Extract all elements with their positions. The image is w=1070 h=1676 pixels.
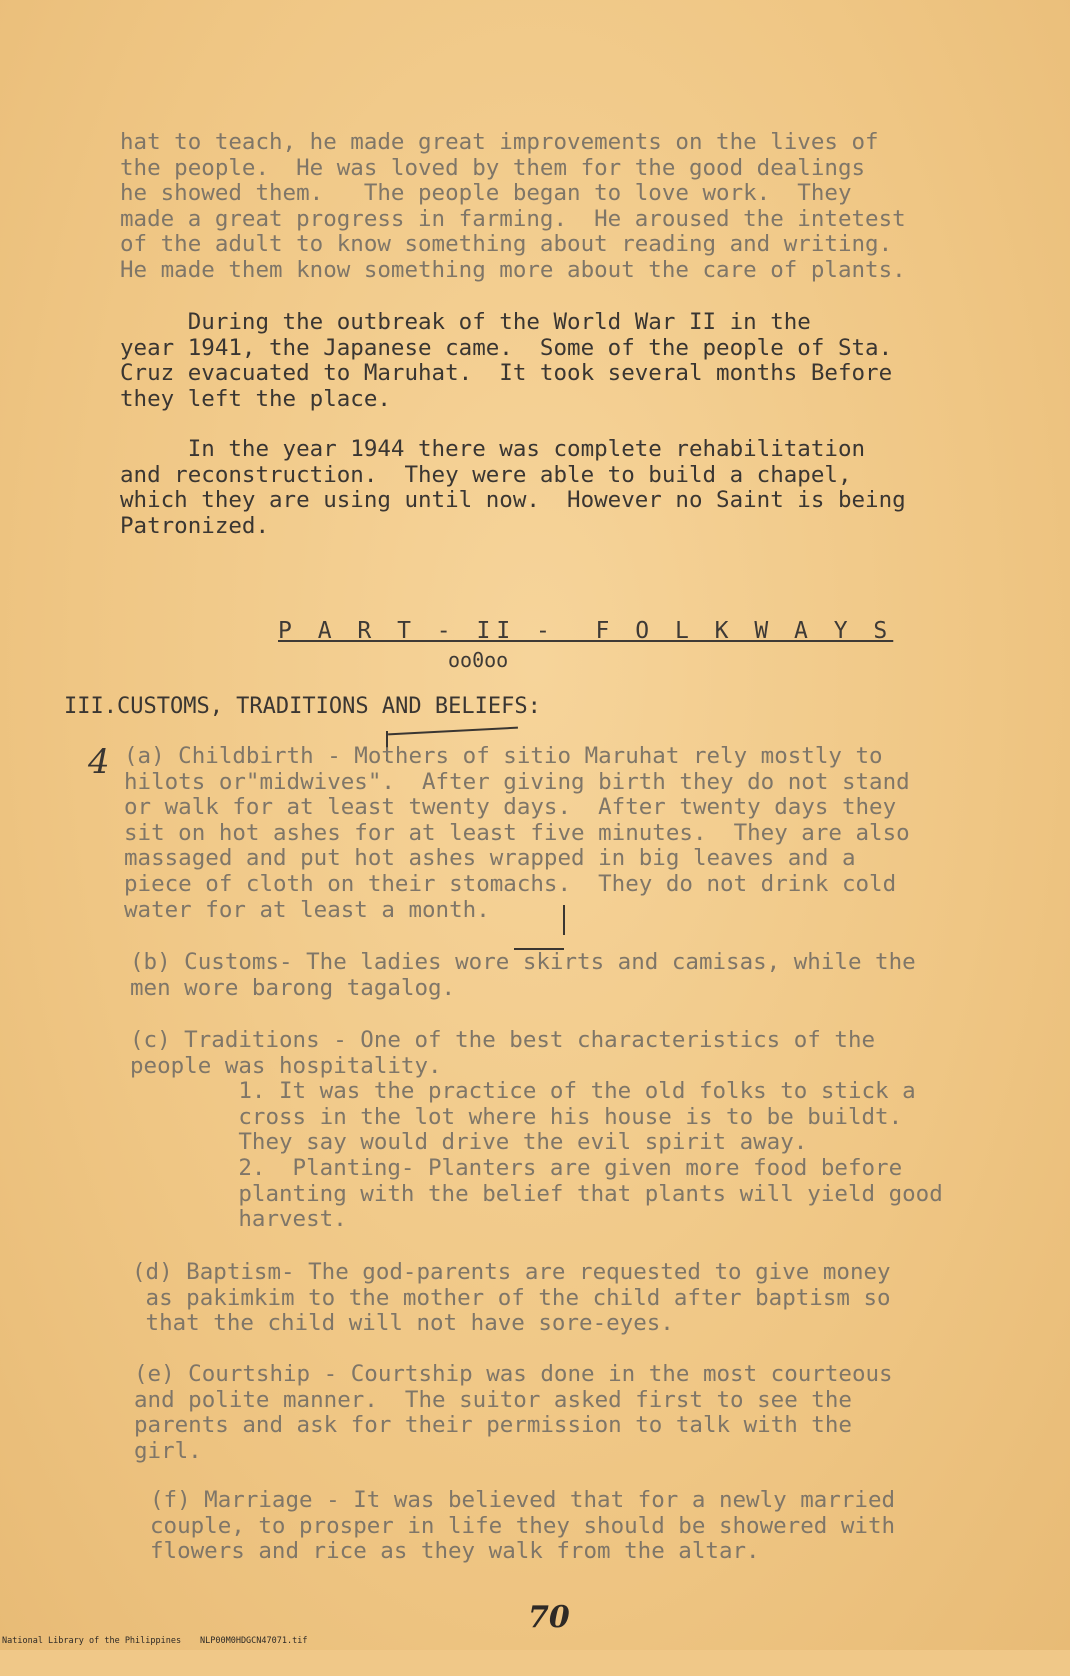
- scan-footer: [0, 1636, 1070, 1676]
- item-traditions: (c) Traditions - One of the best characteristics of the people was hospitality. 1. It was the practice of the old folks to stick a cross in the lot where his house is to be buildt. They say would drive the evil spirit away. 2. Planting- Planters are given more food before planting with the belief that plants will yield good harvest.: [130, 1027, 943, 1233]
- footer-library: National Library of the Philippines: [2, 1636, 182, 1646]
- footer-file-id: NLP00M0HDGCN47071.tif: [200, 1636, 308, 1646]
- heading-ornament: oo0oo: [448, 648, 509, 672]
- item-childbirth: (a) Childbirth - Mothers of sitio Maruhat rely mostly to hilots or"midwives". After giving birth they do not stand or walk for at least twenty days. After twenty days they sit on hot ashes for at least five minutes. They are also massaged and put hot ashes wrapped in big leaves and a piece of cloth on their stomachs. They do not drink cold water for at least a month.: [124, 743, 910, 923]
- paragraph-intro: hat to teach, he made great improvements on the lives of the people. He was loved by them for the good dealings he showed them. The people began to love work. They made a great progress in farming. He aroused the intetest of the adult to know something about reading and writing. He made them know something more about the care of plants.: [120, 129, 906, 283]
- paragraph-rehabilitation: In the year 1944 there was complete rehabilitation and reconstruction. They were able to build a chapel, which they are using until now. However no Saint is being Patronized.: [120, 436, 906, 539]
- bracket-top-line: [388, 727, 518, 736]
- part-heading: P A R T - II - F O L K W A Y S: [278, 618, 894, 644]
- item-baptism: (d) Baptism- The god-parents are requested to give money as pakimkim to the mother of the child after baptism so that the child will not have sore-eyes.: [132, 1259, 891, 1337]
- page-number: 70: [528, 1600, 570, 1635]
- item-customs: (b) Customs- The ladies wore skirts and camisas, while the men wore barong tagalog.: [130, 949, 916, 1001]
- section-title: III.CUSTOMS, TRADITIONS AND BELIEFS:: [64, 694, 541, 719]
- item-courtship: (e) Courtship - Courtship was done in the most courteous and polite manner. The suitor asked first to see the parents and ask for their permission to talk with the girl.: [134, 1361, 893, 1464]
- handwritten-mark: 4: [88, 742, 110, 782]
- item-marriage: (f) Marriage - It was believed that for a newly married couple, to prosper in life they should be showered with flowers and rice as they walk from the altar.: [150, 1487, 896, 1565]
- paragraph-war: During the outbreak of the World War II in the year 1941, the Japanese came. Some of the people of Sta. Cruz evacuated to Maruhat. It took several months Before they left the place.: [120, 309, 893, 412]
